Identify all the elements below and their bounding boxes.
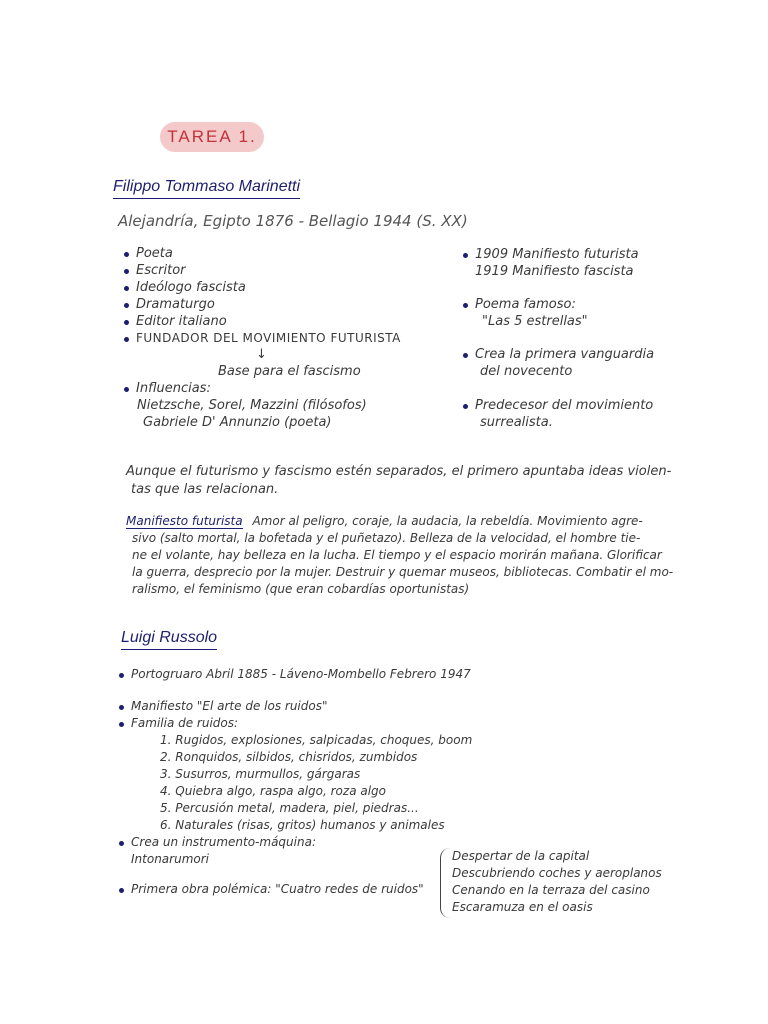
instrumento-name: Intonarumori bbox=[131, 852, 209, 866]
list-item: Descubriendo coches y aeroplanos bbox=[452, 866, 662, 880]
list-item: Despertar de la capital bbox=[452, 849, 590, 863]
influencias-item: Nietzsche, Sorel, Mazzini (filósofos) bbox=[137, 398, 367, 413]
manifiesto-line: Amor al peligro, coraje, la audacia, la rebeldía. Movimiento agre- bbox=[252, 514, 643, 528]
paragraph-line: Aunque el futurismo y fascismo estén separados, el primero apuntaba ideas violen- bbox=[126, 464, 672, 479]
marinetti-bio: Alejandría, Egipto 1876 - Bellagio 1944 (S. XX) bbox=[118, 212, 468, 230]
arrow-down-icon: ↓ bbox=[256, 347, 267, 362]
list-item: Editor italiano bbox=[136, 314, 227, 329]
title-badge bbox=[160, 122, 264, 152]
list-item: Ideólogo fascista bbox=[136, 280, 246, 295]
section-heading-russolo: Luigi Russolo bbox=[121, 629, 217, 650]
instrumento: Crea un instrumento-máquina: bbox=[131, 835, 316, 849]
influencias-item: Gabriele D' Annunzio (poeta) bbox=[143, 415, 332, 430]
russolo-bio: Portogruaro Abril 1885 - Láveno-Mombello Febrero 1947 bbox=[131, 667, 471, 681]
page-title: TAREA 1. bbox=[167, 127, 257, 146]
list-item: Poema famoso: bbox=[475, 297, 576, 312]
list-item: 5. Percusión metal, madera, piel, piedras... bbox=[160, 801, 419, 815]
russolo-manifiesto: Manifiesto "El arte de los ruidos" bbox=[131, 699, 328, 713]
list-item: Predecesor del movimiento bbox=[475, 398, 654, 413]
section-heading-marinetti: Filippo Tommaso Marinetti bbox=[113, 178, 300, 199]
manifiesto-line: la guerra, desprecio por la mujer. Destruir y quemar museos, bibliotecas. Combatir el mo- bbox=[132, 565, 674, 579]
list-item: Poeta bbox=[136, 246, 173, 261]
manifiesto-line: ne el volante, hay belleza en la lucha. El tiempo y el espacio morirán mañana. Glorificar bbox=[132, 548, 662, 562]
manifiesto-line: sivo (salto mortal, la bofetada y el puñetazo). Belleza de la velocidad, el hombre tie- bbox=[132, 531, 641, 545]
list-item: Escaramuza en el oasis bbox=[452, 900, 593, 914]
list-item: 2. Ronquidos, silbidos, chisridos, zumbidos bbox=[160, 750, 418, 764]
list-item: FUNDADOR DEL MOVIMIENTO FUTURISTA bbox=[136, 331, 401, 345]
list-item: Escritor bbox=[136, 263, 186, 278]
familia-label: Familia de ruidos: bbox=[131, 716, 239, 730]
list-item-cont: 1919 Manifiesto fascista bbox=[475, 264, 634, 279]
base-fascismo: Base para el fascismo bbox=[218, 364, 361, 379]
list-item-cont: surrealista. bbox=[480, 415, 553, 430]
influencias-label: Influencias: bbox=[136, 381, 211, 396]
brace bbox=[440, 848, 451, 918]
list-item: Cenando en la terraza del casino bbox=[452, 883, 650, 897]
list-item: 1909 Manifiesto futurista bbox=[475, 247, 639, 262]
list-item: Dramaturgo bbox=[136, 297, 215, 312]
paragraph-line: tas que las relacionan. bbox=[131, 482, 279, 497]
list-item-cont: del novecento bbox=[480, 364, 573, 379]
list-item: 4. Quiebra algo, raspa algo, roza algo bbox=[160, 784, 387, 798]
list-item: 1. Rugidos, explosiones, salpicadas, choques, boom bbox=[160, 733, 473, 747]
obra-polemica: Primera obra polémica: "Cuatro redes de ruidos" bbox=[131, 882, 424, 896]
list-item: 3. Susurros, murmullos, gárgaras bbox=[160, 767, 361, 781]
list-item-cont: "Las 5 estrellas" bbox=[482, 314, 588, 329]
manifiesto-line: ralismo, el feminismo (que eran cobardías oportunistas) bbox=[132, 582, 470, 596]
list-item: 6. Naturales (risas, gritos) humanos y animales bbox=[160, 818, 445, 832]
manifiesto-label: Manifiesto futurista bbox=[126, 514, 243, 528]
list-item: Crea la primera vanguardia bbox=[475, 347, 655, 362]
